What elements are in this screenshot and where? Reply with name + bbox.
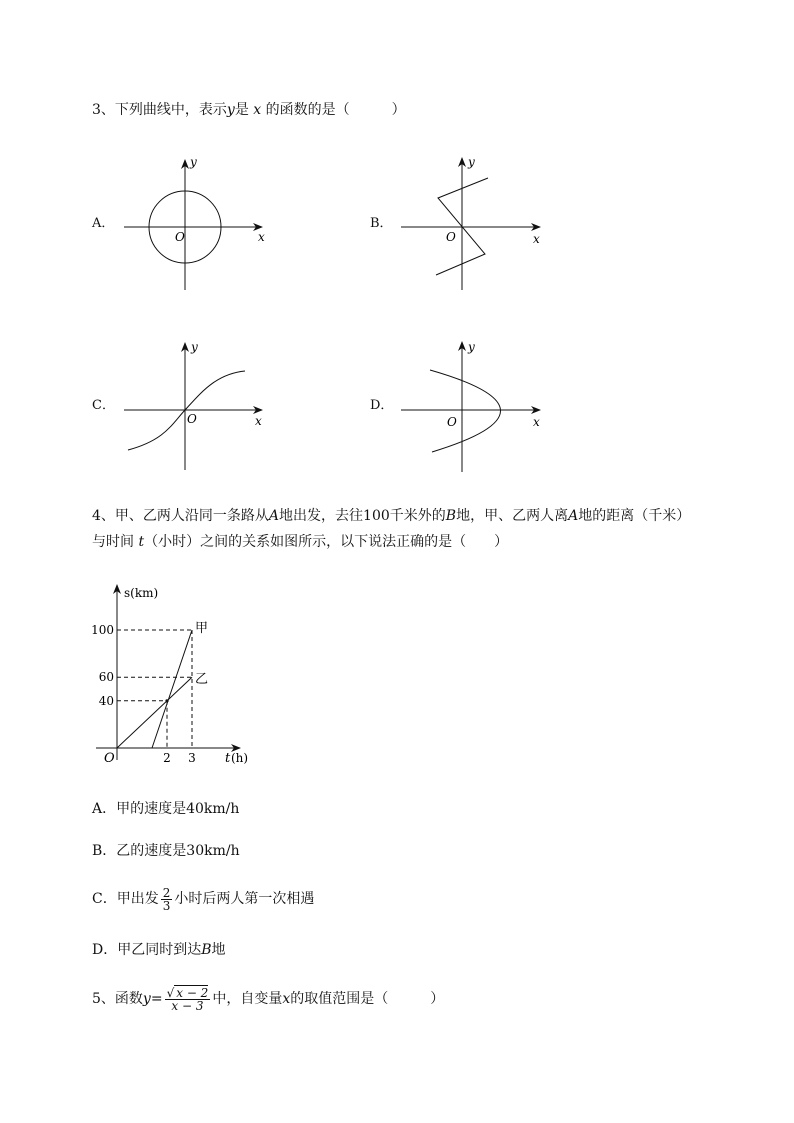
- q4-line1-b: 地出发，去往100千米外的: [279, 508, 446, 524]
- q4-option-a: A．甲的速度是40km/h: [92, 801, 240, 817]
- q4-option-c-fraction: [161, 887, 173, 912]
- graph-b-x-label: x: [533, 232, 540, 246]
- q3-stem-c: 的函数的是（: [265, 102, 350, 118]
- q3-close: ）: [391, 102, 406, 118]
- q4-point-a2: A: [568, 508, 579, 524]
- q4-option-c-numerator: 2: [162, 885, 171, 900]
- q3-option-c-label: C．: [92, 398, 115, 413]
- q4-option-c: [92, 884, 314, 914]
- q5-numerator-wrap: √ x − 2: [166, 985, 209, 1000]
- q4-line2-a: 与时间: [92, 534, 134, 550]
- q4-option-d-pre: D．甲乙同时到达: [92, 942, 202, 958]
- q4-line1-d: 地的距离（千米）: [578, 508, 691, 524]
- graph-c-x-label: x: [255, 414, 262, 428]
- q4-line1-a: 甲、乙两人沿同一条路从: [114, 508, 269, 524]
- q3-var-y: y: [226, 102, 235, 118]
- q4-y-axis-label: s(km): [124, 586, 159, 600]
- q5-fraction: [165, 987, 211, 1012]
- q4-option-c-denominator: 3: [162, 898, 171, 913]
- q5-close: ）: [430, 991, 445, 1007]
- q4-y-tick-100: 100: [91, 623, 114, 637]
- q4-meet-point: [165, 699, 168, 702]
- graph-d-origin: O: [447, 415, 457, 429]
- q3-number: 3、: [92, 102, 115, 118]
- q3-stem-a: 下列曲线中，表示: [114, 102, 227, 118]
- q4-plot: [91, 621, 208, 765]
- q5-text-b: 中，自变量: [212, 991, 283, 1007]
- q4-option-d-post: 地: [211, 942, 226, 958]
- q3-option-a-label: A．: [92, 216, 115, 231]
- q4-x-var: t: [225, 751, 231, 766]
- q4-series-label-yi: 乙: [195, 672, 209, 688]
- q5-denominator: x − 3: [171, 998, 204, 1013]
- graph-b-origin: O: [446, 230, 456, 244]
- q4-y-tick-40: 40: [98, 693, 114, 708]
- q5-equals: =: [150, 991, 163, 1007]
- q4-series-label-jia: 甲: [195, 621, 209, 636]
- graph-c-origin: O: [187, 412, 197, 426]
- q4-x-axis-label: (h): [231, 751, 249, 765]
- q4-line2-b: （小时）之间的关系如图所示，以下说法正确的是（ ）: [144, 534, 509, 550]
- q5-numerator: x − 2: [176, 985, 209, 1000]
- q5-text-c: 的取值范围是（: [290, 991, 389, 1007]
- q4-series-jia: [152, 630, 192, 748]
- graph-a-y-label: y: [190, 155, 197, 169]
- q4-point-a: A: [268, 508, 280, 524]
- q4-number: 4、: [92, 508, 115, 524]
- q4-option-d: [92, 941, 226, 959]
- q5-number: 5、: [92, 991, 115, 1007]
- graph-a-x-label: x: [258, 230, 265, 244]
- q5-blank: [388, 991, 430, 1007]
- q4-option-b: B．乙的速度是30km/h: [92, 843, 240, 859]
- graph-d-x-label: x: [533, 415, 540, 429]
- q5-stem: [92, 984, 444, 1014]
- q4-origin: O: [104, 751, 115, 766]
- q5-func-y: y: [142, 991, 151, 1007]
- q4-y-tick-60: 60: [98, 670, 114, 685]
- graph-d-y-label: y: [468, 340, 475, 354]
- q4-line1-c: 地，甲、乙两人离: [456, 508, 569, 524]
- graph-c-y-label: y: [191, 340, 198, 354]
- q3-option-b-label: B．: [370, 216, 393, 231]
- q4-x-tick-3: 3: [188, 751, 196, 765]
- graph-b-y-label: y: [468, 155, 475, 169]
- q4-option-c-post: 小时后两人第一次相遇: [174, 891, 315, 907]
- q5-text-a: 函数: [114, 991, 143, 1007]
- q3-var-x: x: [253, 102, 262, 118]
- q4-point-b: B: [445, 508, 457, 524]
- q4-option-c-pre: C．甲出发: [92, 891, 159, 907]
- q4-series-yi: [117, 677, 192, 748]
- graph-a-origin: O: [175, 230, 185, 244]
- q3-stem-b: 是: [234, 102, 249, 118]
- q4-option-d-point-b: B: [201, 942, 212, 958]
- q4-var-t: t: [138, 534, 145, 550]
- q4-x-tick-2: 2: [163, 751, 171, 765]
- q3-option-d-label: D．: [370, 398, 394, 413]
- q5-var-x: x: [282, 991, 291, 1007]
